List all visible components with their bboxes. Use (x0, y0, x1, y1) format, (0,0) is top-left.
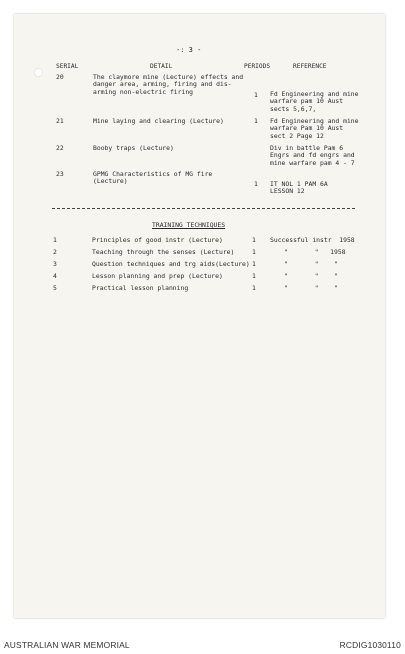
technique-4-serial: 4 (53, 272, 57, 280)
technique-2-periods: 1 (252, 248, 256, 256)
row-23-reference: IT NOL 1 PAM 6A LESSON 12 (270, 180, 328, 196)
section-title: TRAINING TECHNIQUES (152, 221, 226, 229)
technique-1-periods: 1 (252, 236, 256, 244)
row-23-detail: GPMG Characteristics of MG fire (Lecture) (93, 170, 213, 186)
row-23-periods: 1 (254, 180, 258, 188)
header-reference: REFERENCE (293, 63, 327, 70)
row-22-detail: Booby traps (Lecture) (93, 144, 174, 152)
row-20-serial: 20 (56, 73, 64, 81)
row-22-reference: Div in battle Pam 6 Engrs and fd engrs and mine warfare pam 4 - 7 (270, 144, 355, 167)
row-21-periods: 1 (254, 117, 258, 125)
technique-5-reference: " " " (284, 284, 338, 292)
row-21-detail: Mine laying and clearing (Lecture) (93, 117, 224, 125)
technique-4-detail: Lesson planning and prep (Lecture) (92, 272, 223, 280)
section-divider (52, 208, 355, 209)
technique-2-serial: 2 (53, 248, 57, 256)
technique-1-reference: Successful instr 1958 (270, 236, 355, 244)
header-periods: PERIODS (244, 63, 271, 70)
row-21-serial: 21 (56, 117, 64, 125)
technique-5-detail: Practical lesson planning (92, 284, 189, 292)
header-detail: DETAIL (150, 63, 173, 70)
technique-2-detail: Teaching through the senses (Lecture) (92, 248, 235, 256)
technique-5-serial: 5 (53, 284, 57, 292)
technique-5-periods: 1 (252, 284, 256, 292)
row-20-detail: The claymore mine (Lecture) effects and danger area, arming, firing and dis- arming non-electric firing (93, 73, 244, 96)
technique-3-periods: 1 (252, 260, 256, 268)
footer-id: RCDIG1030110 (339, 640, 401, 650)
header-serial: SERIAL (56, 63, 79, 70)
page-number: -: 3 - (176, 46, 202, 54)
footer-source: AUSTRALIAN WAR MEMORIAL (4, 640, 130, 650)
technique-4-reference: " " " (284, 272, 338, 280)
row-23-serial: 23 (56, 170, 64, 178)
technique-2-reference: " " 1958 (284, 248, 346, 256)
row-20-reference: Fd Engineering and mine warfare pam 10 Aust sects 5,6,7, (270, 90, 359, 113)
technique-1-serial: 1 (53, 236, 57, 244)
row-20-periods: 1 (254, 91, 258, 99)
technique-3-detail: Question techniques and trg aids(Lecture) (92, 260, 250, 268)
technique-1-detail: Principles of good instr (Lecture) (92, 236, 223, 244)
punch-hole (34, 68, 43, 77)
technique-3-serial: 3 (53, 260, 57, 268)
technique-3-reference: " " " (284, 260, 338, 268)
row-22-serial: 22 (56, 144, 64, 152)
row-21-reference: Fd Engineering and mine warfare Pam 10 Aust sect 2 Page 12 (270, 117, 359, 140)
technique-4-periods: 1 (252, 272, 256, 280)
